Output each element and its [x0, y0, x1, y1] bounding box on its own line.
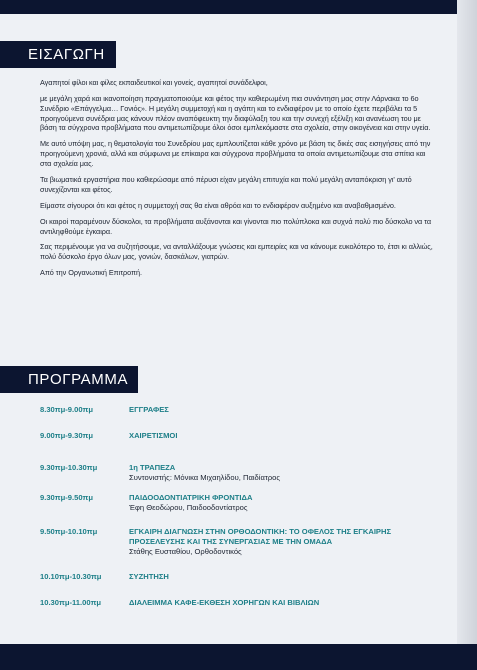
program-speaker: Έφη Θεοδώρου, Παιδοοδοντίατρος	[129, 502, 248, 512]
intro-paragraph: Σας περιμένουμε για να συζητήσουμε, να ανταλλάξουμε γνώσεις και εμπειρίες και να κάνουμε ευκολότερο το, έτσι κι αλλιώς, πολύ δύσκολο έργο όλων μας, γονιών, δασκάλων, γιατρών.	[40, 242, 433, 262]
intro-signature: Από την Οργανωτική Επιτροπή.	[40, 268, 143, 278]
program-item	[129, 463, 439, 483]
program-title: ΕΓΚΑΙΡΗ ΔΙΑΓΝΩΣΗ ΣΤΗΝ ΟΡΘΟΔΟΝΤΙΚΗ: ΤΟ ΟΦΕΛΟΣ ΤΗΣ ΕΓΚΑΙΡΗΣ ΠΡΟΣΕΛΕΥΣΗΣ ΚΑΙ ΤΗΣ ΣΥΝΕΡΓΑΣΙΑΣ ΜΕ ΤΗΝ ΟΜΑΔΑ	[129, 527, 392, 546]
intro-paragraph: Τα βιωματικά εργαστήρια που καθιερώσαμε από πέρυσι είχαν μεγάλη επιτυχία και πολύ μεγάλη ανταπόκριση γι' αυτό συνεχίζονται και φέτος.	[40, 174, 412, 194]
bottom-bar	[0, 644, 477, 670]
program-item	[129, 598, 439, 608]
intro-text	[40, 78, 438, 284]
intro-paragraph: Είμαστε σίγουροι ότι και φέτος η συμμετοχή σας θα είναι αθρόα και το ενδιαφέρον αυξημένο και αναβαθμισμένο.	[40, 200, 396, 210]
program-speaker: Στάθης Ευσταθίου, Ορθοδοντικός	[129, 546, 242, 556]
program-title: ΕΓΓΡΑΦΕΣ	[129, 405, 169, 414]
top-bar	[0, 0, 477, 14]
intro-heading: ΕΙΣΑΓΩΓΗ	[0, 41, 116, 68]
program-title: ΧΑΙΡΕΤΙΣΜΟΙ	[129, 431, 178, 440]
program-time: 9.50πμ-10.10πμ	[40, 527, 98, 536]
program-item	[129, 405, 439, 415]
program-speaker: Συντονιστής: Μόνικα Μιχαηλίδου, Παιδίατρος	[129, 472, 281, 482]
program-time: 9.30πμ-9.50πμ	[40, 493, 94, 502]
program-title: ΣΥΖΗΤΗΣΗ	[129, 572, 169, 581]
program-time: 9.00πμ-9.30πμ	[40, 431, 94, 440]
intro-paragraph: με μεγάλη χαρά και ικανοποίηση πραγματοποιούμε και φέτος την καθιερωμένη πια συνάντηση μας στην Λάρνακα το 6ο Συνέδριο «Επάγγελμα… Γονιός». Η μεγάλη συμμετοχή και η αγάπη και το ενδιαφέρον με το οποίο έχετε περιβάλει τα 5 προηγούμενα συνέδρια μας κάνουν πλέον αναπόφευκτη την διαφύλαξη του και την συνεχή εξέλιξη και ανανέωση του με βάση τα σύγχρονα προβλήματα που αντιμετωπίζουμε όλοι όσοι εμπλεκόμαστε στα σχολεία, στην οικογένεια και στην υγεία.	[40, 93, 431, 133]
program-item	[129, 431, 439, 441]
program-time: 8.30πμ-9.00πμ	[40, 405, 94, 414]
program-time: 10.10πμ-10.30πμ	[40, 572, 102, 581]
intro-paragraph: Οι καιροί παραμένουν δύσκολοι, τα προβλήματα αυξάνονται και γίνονται πιο πολύπλοκα και συχνά πολύ πιο δύσκολο να τα αντιληφθούμε έγκαιρα.	[40, 216, 432, 236]
program-time: 10.30πμ-11.00πμ	[40, 598, 102, 607]
intro-paragraph: Με αυτό υπόψη μας, η θεματολογία του Συνεδρίου μας εμπλουτίζεται κάθε χρόνο με βάση τις δικές σας εισηγήσεις από την προηγούμενη χρονιά, αλλά και σύμφωνα με επίκαιρα και σύγχρονα προβλήματα τα οποία αντιμετωπίζουμε στα σπίτια και στα σχολεία μας.	[40, 139, 431, 168]
page-edge-shadow	[457, 0, 477, 670]
program-item	[129, 527, 439, 556]
program-title: ΠΑΙΔΟΟΔΟΝΤΙΑΤΡΙΚΗ ΦΡΟΝΤΙΔΑ	[129, 493, 253, 502]
program-title: 1η ΤΡΑΠΕΖΑ	[129, 463, 176, 472]
program-heading: ΠΡΟΓΡΑΜΜΑ	[0, 366, 138, 393]
intro-paragraph: Αγαπητοί φίλοι και φίλες εκπαιδευτικοί και γονείς, αγαπητοί συνάδελφοι,	[40, 78, 268, 87]
program-item	[129, 493, 439, 513]
program-title: ΔΙΑΛΕΙΜΜΑ ΚΑΦΕ-ΕΚΘΕΣΗ ΧΟΡΗΓΩΝ ΚΑΙ ΒΙΒΛΙΩΝ	[129, 598, 320, 607]
program-item	[129, 572, 439, 582]
program-time: 9.30πμ-10.30πμ	[40, 463, 98, 472]
